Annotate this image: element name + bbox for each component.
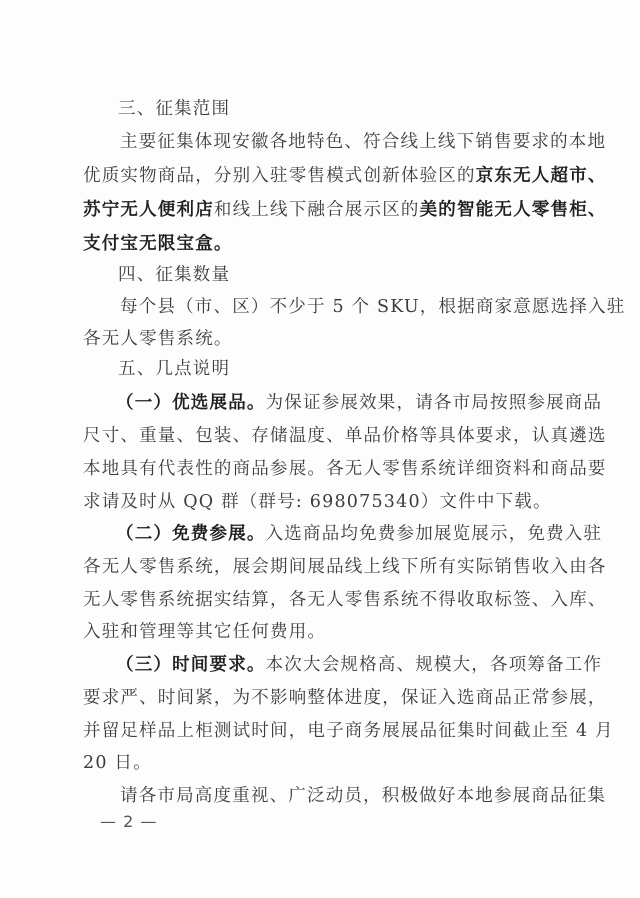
paragraph-line	[0, 522, 640, 546]
emphasis-jd-store: 京东无人超市、	[475, 166, 607, 186]
paragraph-line: 并留足样品上柜测试时间，电子商务展展品征集时间截止至 4 月	[83, 721, 614, 741]
paragraph-line: 主要征集体现安徽各地特色、符合线上线下销售要求的本地	[120, 132, 607, 152]
text-span: 和线上线下融合展示区的	[213, 200, 420, 220]
paragraph-line: 各无人零售系统，展会期间展品线上线下所有实际销售收入由各	[83, 557, 607, 577]
item-title: （一）优选展品。	[116, 393, 266, 413]
paragraph-line	[0, 653, 640, 677]
paragraph-line: 本地具有代表性的商品参展。各无人零售系统详细资料和商品要	[83, 459, 607, 479]
section-heading-scope: 三、征集范围	[118, 99, 231, 119]
paragraph-line	[0, 164, 640, 188]
paragraph-line	[0, 198, 640, 222]
emphasis-suning-store: 苏宁无人便利店	[83, 200, 214, 220]
text-span: 优质实物商品，分别入驻零售模式创新体验区的	[83, 166, 476, 186]
section-heading-quantity: 四、征集数量	[118, 265, 231, 285]
emphasis-midea-cabinet: 美的智能无人零售柜、	[419, 200, 607, 220]
text-span: 本次大会规格高、规模大，各项筹备工作	[265, 655, 603, 675]
paragraph-line: 尺寸、重量、包装、存储温度、单品价格等具体要求，认真遴选	[83, 426, 607, 446]
paragraph-line: 求请及时从 QQ 群（群号: 698075340）文件中下载。	[83, 492, 552, 512]
paragraph-line: 要求严、时间紧，为不影响整体进度，保证入选商品正常参展，	[83, 688, 607, 708]
paragraph-line: 每个县（市、区）不少于 5 个 SKU，根据商家意愿选择入驻	[120, 297, 626, 317]
text-span: 为保证参展效果，请各市局按照参展商品	[265, 393, 603, 413]
page-number: — 2 —	[100, 812, 158, 831]
paragraph-line	[0, 391, 640, 415]
section-heading-notes: 五、几点说明	[118, 359, 231, 379]
item-title: （二）免费参展。	[116, 524, 266, 544]
item-title: （三）时间要求。	[116, 655, 266, 675]
emphasis-alipay-box: 支付宝无限宝盒。	[83, 234, 233, 254]
paragraph-line: 无人零售系统据实结算，各无人零售系统不得收取标签、入库、	[83, 590, 607, 610]
paragraph-line: 各无人零售系统。	[83, 329, 233, 349]
paragraph-line: 入驻和管理等其它任何费用。	[83, 622, 327, 642]
closing-paragraph-line: 请各市局高度重视、广泛动员，积极做好本地参展商品征集	[120, 786, 607, 806]
paragraph-line: 20 日。	[83, 753, 152, 773]
text-span: 入选商品均免费参加展览展示，免费入驻	[265, 524, 603, 544]
